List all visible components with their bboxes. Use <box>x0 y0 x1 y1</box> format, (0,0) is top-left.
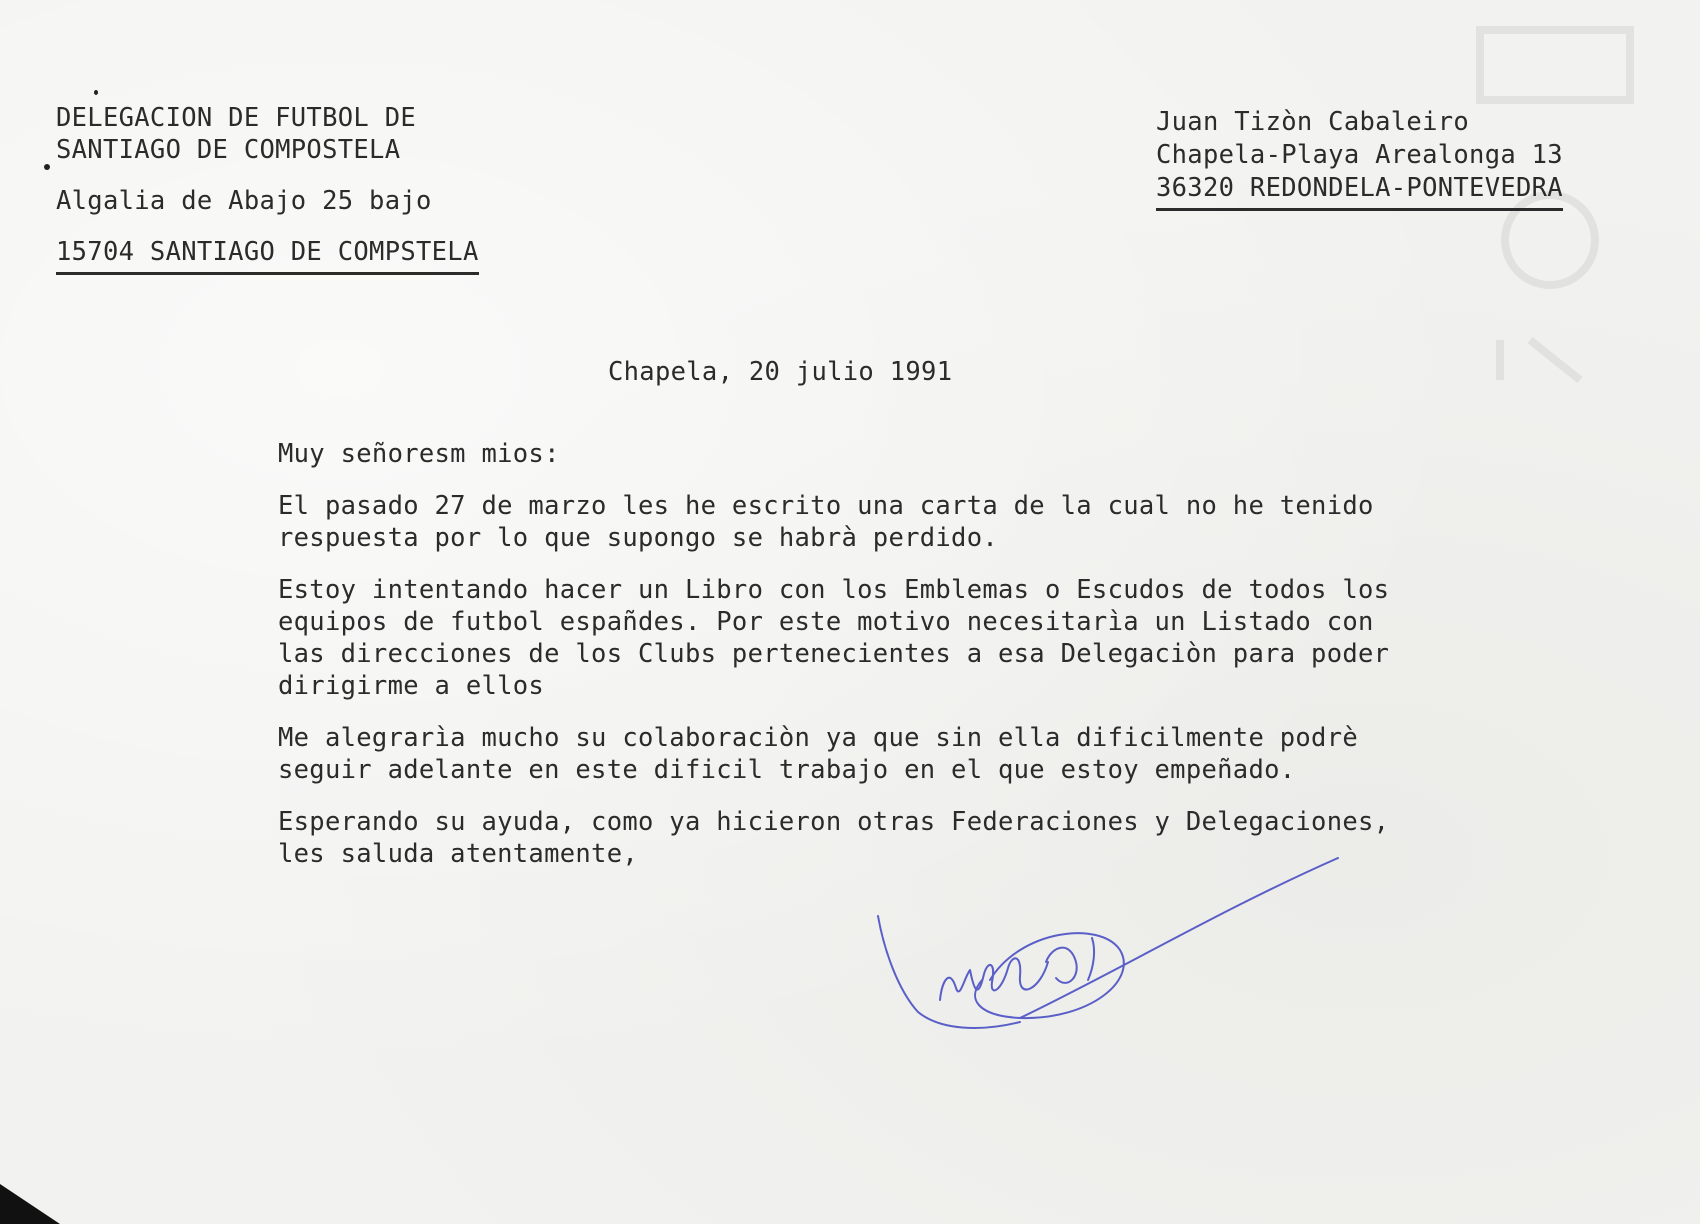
body-line: seguir adelante en este dificil trabajo en el que estoy empeñado. <box>278 755 1296 785</box>
recipient-line-2: SANTIAGO DE COMPOSTELA <box>56 135 401 165</box>
sender-line-3: 36320 REDONDELA-PONTEVEDRA <box>1156 172 1563 211</box>
recipient-line-4: 15704 SANTIAGO DE COMPSTELA <box>56 236 479 275</box>
date-line <box>608 356 952 388</box>
letter-date: Chapela, 20 julio 1991 <box>608 357 953 387</box>
letter-body <box>278 438 1389 890</box>
recipient-line-1: DELEGACION DE FUTBOL DE <box>56 103 417 133</box>
ink-speck <box>44 164 50 170</box>
ink-speck <box>94 90 98 95</box>
body-line: dirigirme a ellos <box>278 671 545 701</box>
handwritten-signature-icon <box>870 850 1350 1050</box>
recipient-line-3: Algalia de Abajo 25 bajo <box>56 186 432 216</box>
paragraph-1 <box>278 490 1389 554</box>
scan-corner-shadow <box>0 1184 60 1224</box>
sender-line-2: Chapela-Playa Arealonga 13 <box>1156 140 1563 170</box>
paragraph-3 <box>278 722 1389 786</box>
body-line: les saluda atentamente, <box>278 839 639 869</box>
body-line: equipos de futbol españdes. Por este motivo necesitarìa un Listado con <box>278 607 1374 637</box>
paragraph-2 <box>278 574 1389 702</box>
body-line: las direcciones de los Clubs pertenecientes a esa Delegaciòn para poder <box>278 639 1390 669</box>
body-line: Esperando su ayuda, como ya hicieron otras Federaciones y Delegaciones, <box>278 807 1390 837</box>
body-line: Me alegrarìa mucho su colaboraciòn ya que sin ella dificilmente podrè <box>278 723 1359 753</box>
sender-line-1: Juan Tizòn Cabaleiro <box>1156 107 1470 137</box>
body-line: Estoy intentando hacer un Libro con los Emblemas o Escudos de todos los <box>278 575 1390 605</box>
salutation: Muy señoresm mios: <box>278 439 560 469</box>
body-line: El pasado 27 de marzo les he escrito una carta de la cual no he tenido <box>278 491 1374 521</box>
salutation-block <box>278 438 1389 470</box>
body-line: respuesta por lo que supongo se habrà perdido. <box>278 523 999 553</box>
